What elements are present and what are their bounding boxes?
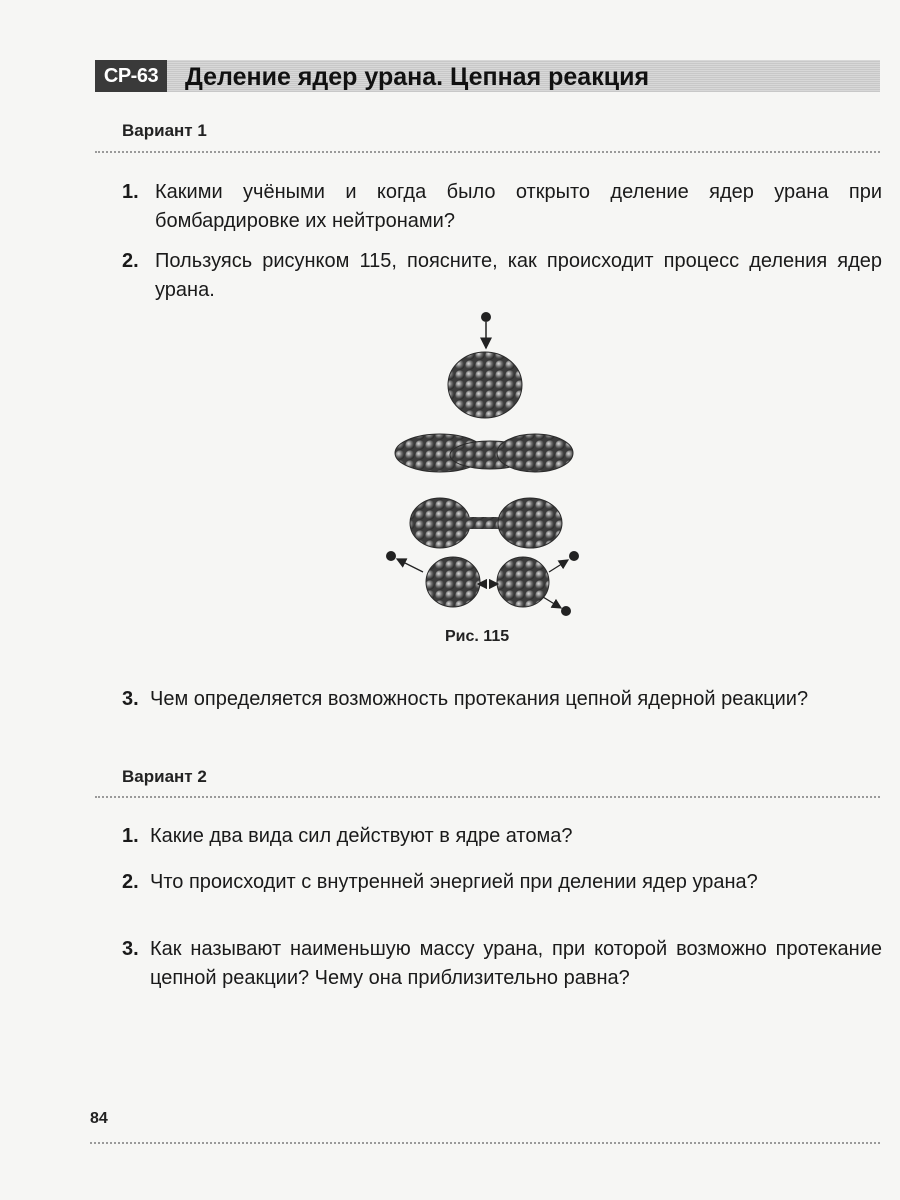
question-number: 3. xyxy=(122,938,139,960)
question-number: 2. xyxy=(122,871,139,893)
question-text: Какими учёными и когда было открыто деление ядер урана при бомбардировке их нейтронами? xyxy=(155,181,882,232)
variant-1-divider xyxy=(95,151,880,153)
footer-divider xyxy=(90,1142,880,1144)
figure-caption: Рис. 115 xyxy=(445,628,510,645)
variant-2-divider xyxy=(95,796,880,798)
question-text: Что происходит с внутренней энергией при делении ядер урана? xyxy=(150,871,758,893)
variant-1-question-2 xyxy=(122,247,882,305)
question-number: 2. xyxy=(122,250,139,272)
question-number: 3. xyxy=(122,688,139,710)
question-text: Чем определяется возможность протекания цепной ядерной реакции? xyxy=(150,688,809,710)
elongated-nucleus xyxy=(395,434,573,472)
uranium-nucleus xyxy=(448,352,522,418)
question-text: Пользуясь рисунком 115, поясните, как происходит процесс деления ядер урана. xyxy=(155,250,882,301)
question-number: 1. xyxy=(122,181,139,203)
question-text: Как называют наименьшую массу урана, при которой возможно протекание цепной реакции? Чему она приблизительно равна? xyxy=(150,938,882,989)
fission-fragment-left xyxy=(426,557,480,607)
question-number: 1. xyxy=(122,825,139,847)
section-title: Деление ядер урана. Цепная реакция xyxy=(185,63,650,91)
variant-2-question-3 xyxy=(122,935,882,993)
section-header xyxy=(95,60,880,92)
variant-2-question-2 xyxy=(122,868,882,897)
variant-1-question-3 xyxy=(122,685,882,714)
dumbbell-nucleus xyxy=(410,498,562,548)
incoming-neutron xyxy=(481,312,491,348)
fission-fragment-right xyxy=(497,557,549,607)
variant-1-question-1 xyxy=(122,178,882,236)
variant-2-heading: Вариант 2 xyxy=(122,767,207,786)
question-text: Какие два вида сил действуют в ядре атома? xyxy=(150,825,573,847)
variant-2-question-1 xyxy=(122,822,882,851)
variant-1-heading: Вариант 1 xyxy=(122,121,207,140)
nuclear-fission-figure xyxy=(385,310,595,630)
page-number: 84 xyxy=(90,1110,108,1127)
section-code-badge: СР-63 xyxy=(95,60,167,92)
